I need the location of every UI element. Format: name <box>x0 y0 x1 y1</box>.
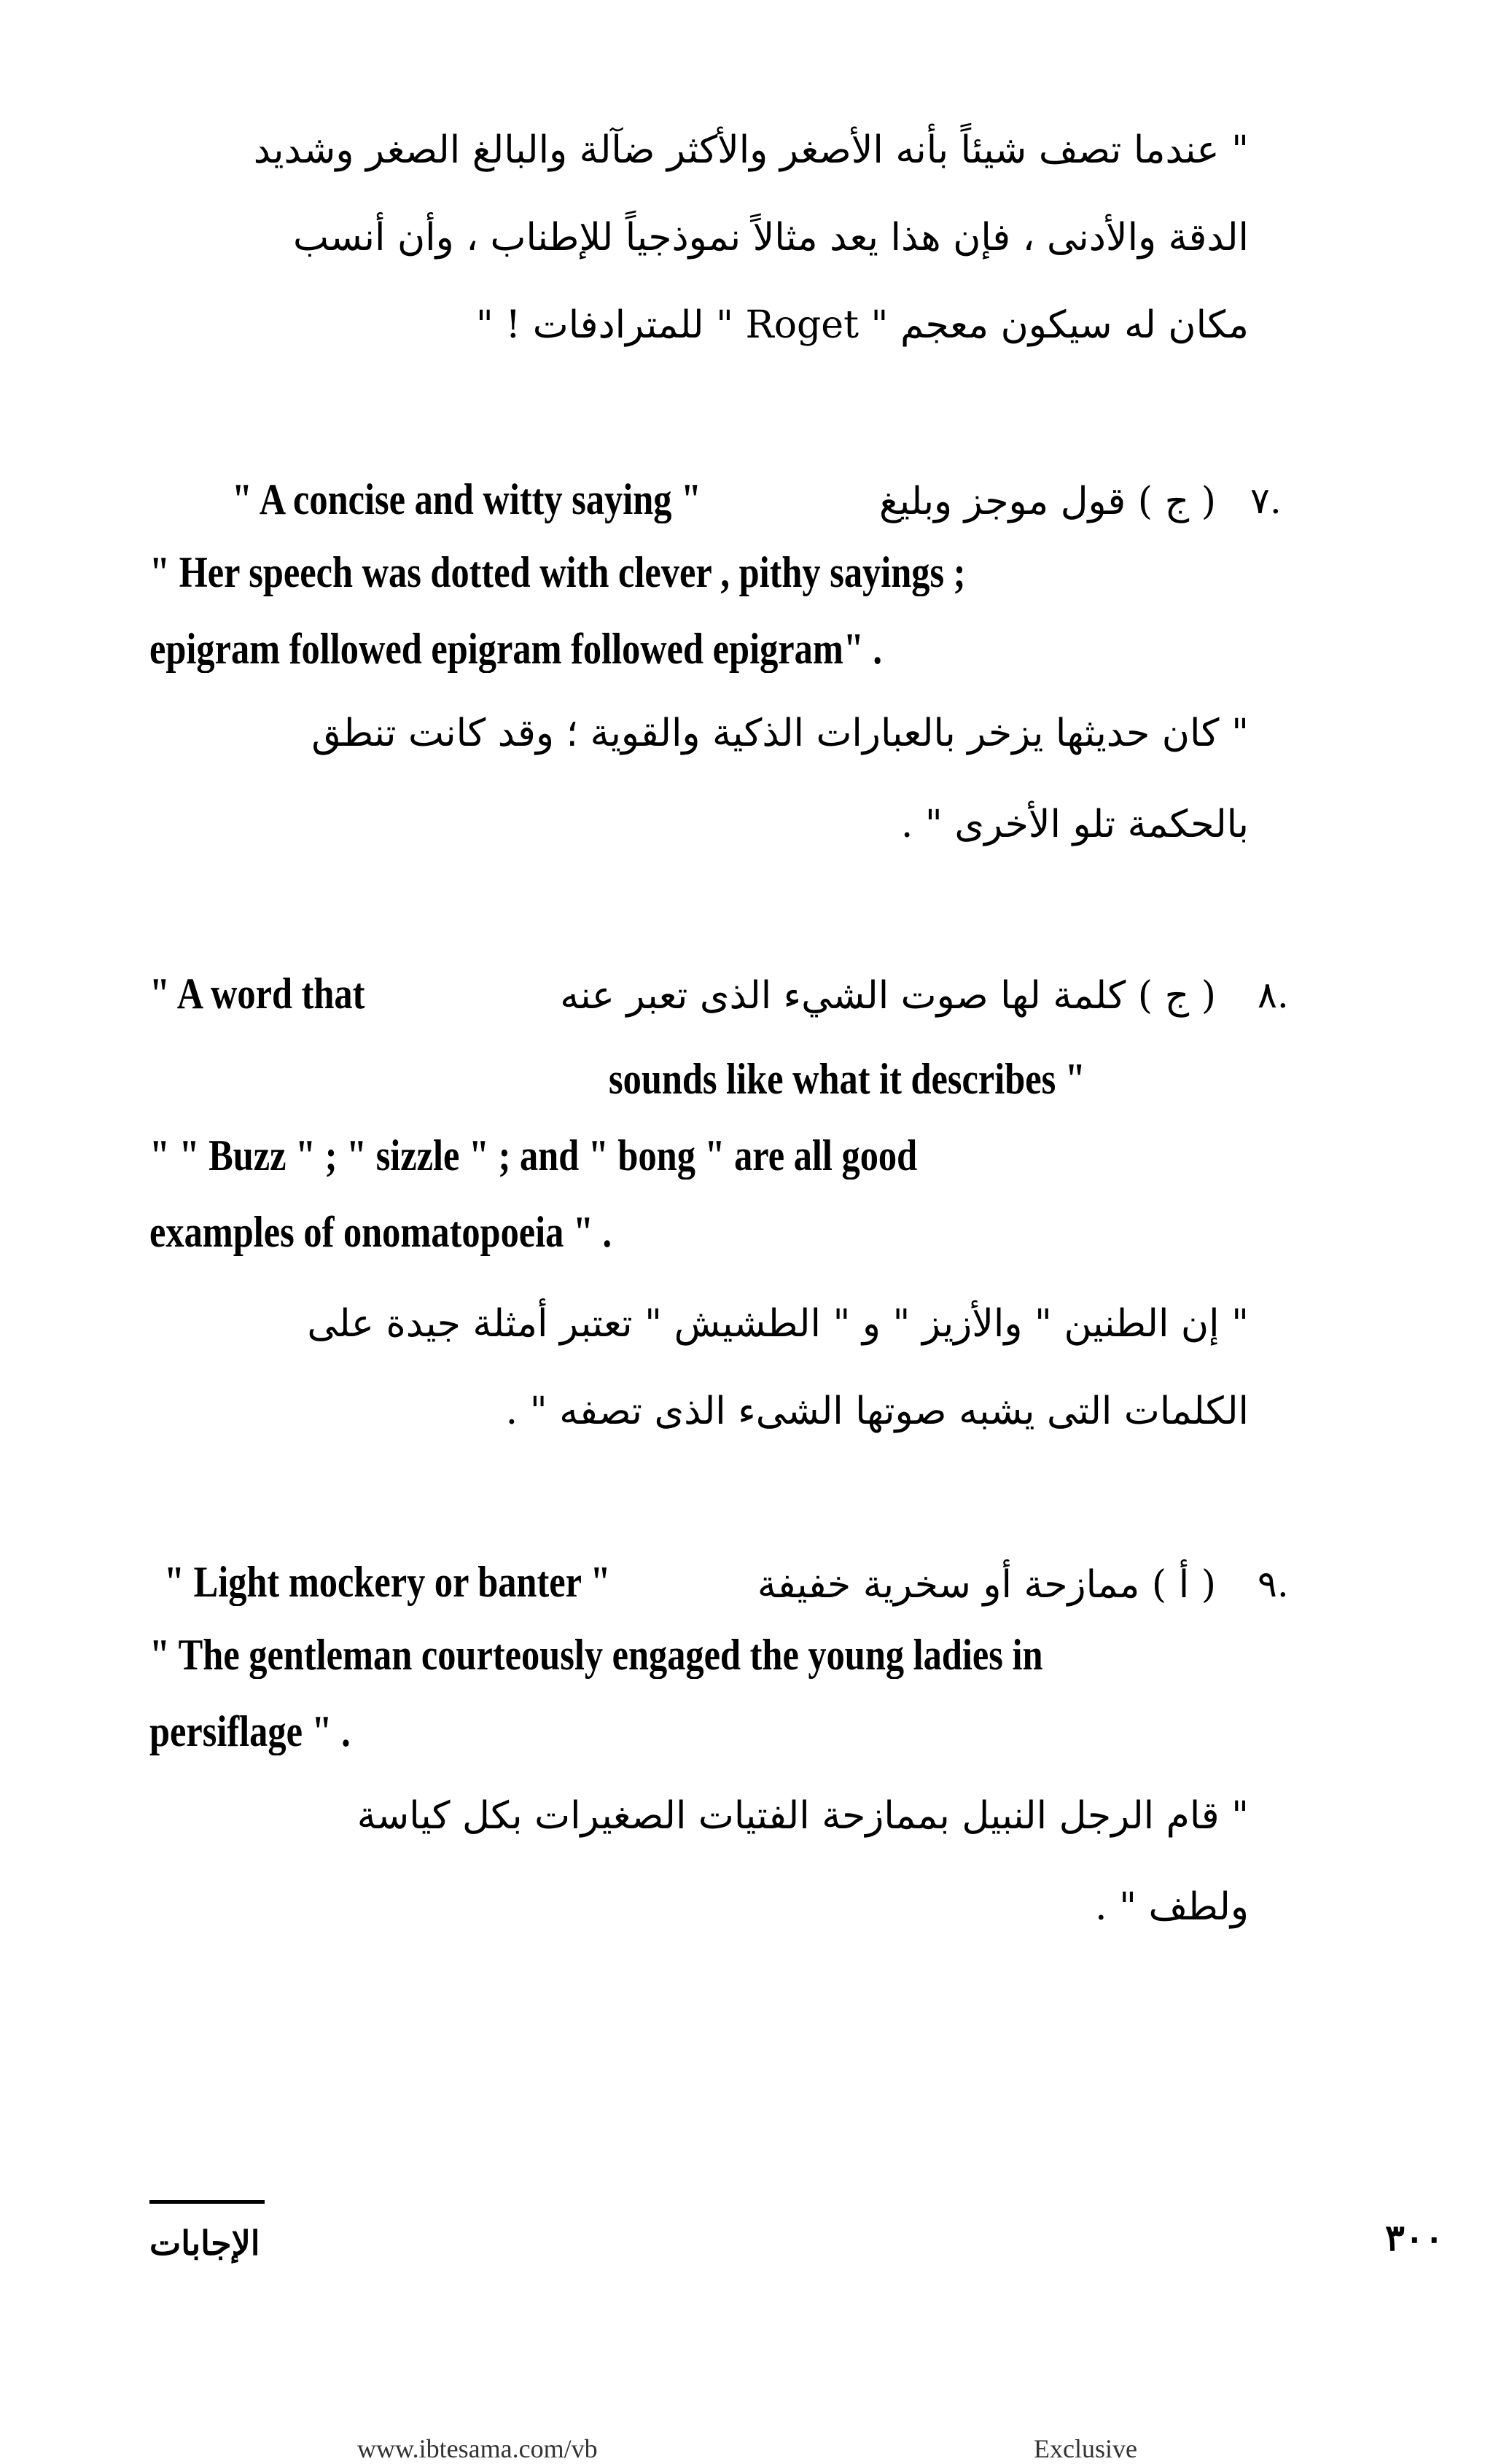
translation-line-1: " إن الطنين " والأزيز " و " الطشيش " تعتبر أمثلة جيدة على <box>307 1302 1249 1346</box>
translation-line-1: " قام الرجل النبيل بممازحة الفتيات الصغيرات بكل كياسة <box>356 1794 1249 1838</box>
example-line-1: " " Buzz " ; " sizzle " ; and " bong " are all good <box>149 1131 918 1180</box>
intro-line-1: " عندما تصف شيئاً بأنه الأصغر والأكثر ضآلة والبالغ الصغر وشديد <box>253 128 1249 172</box>
example-line-2: epigram followed epigram followed epigram" . <box>149 625 883 673</box>
item-number: ٨. <box>1258 974 1289 1016</box>
item-number: ٩. <box>1258 1563 1289 1605</box>
item-definition-part-2: sounds like what it describes " <box>609 1055 1085 1103</box>
page-number: ٣٠٠ <box>1385 2216 1444 2259</box>
item-number: ٧. <box>1250 480 1282 522</box>
website-watermark: www.ibtesama.com/vb <box>357 2434 598 2463</box>
item-choice: ( ج ) قول موجز وبليغ <box>878 480 1216 523</box>
example-line-1: " Her speech was dotted with clever , pithy sayings ; <box>149 548 966 596</box>
example-line-1: " The gentleman courteously engaged the young ladies in <box>149 1631 1043 1679</box>
intro-line-3: مكان له سيكون معجم " Roget " للمترادفات ! " <box>475 303 1249 347</box>
intro-line-2: الدقة والأدنى ، فإن هذا يعد مثالاً نموذجياً للإطناب ، وأن أنسب <box>293 216 1249 260</box>
item-definition: " A concise and witty saying " <box>232 475 702 523</box>
example-line-2: persiflage " . <box>149 1707 351 1755</box>
item-definition-part-1: " A word that <box>149 970 365 1018</box>
footer-rule <box>149 2200 265 2204</box>
translation-line-2: ولطف " . <box>1095 1885 1249 1929</box>
example-line-2: examples of onomatopoeia " . <box>149 1208 612 1256</box>
item-definition: " Light mockery or banter " <box>164 1558 611 1606</box>
item-choice: ( ج ) كلمة لها صوت الشيء الذى تعبر عنه <box>560 974 1216 1018</box>
translation-line-2: الكلمات التى يشبه صوتها الشىء الذى تصفه " . <box>505 1389 1249 1433</box>
translation-line-1: " كان حديثها يزخر بالعبارات الذكية والقوية ؛ وقد كانت تنطق <box>311 711 1249 755</box>
exclusive-watermark: Exclusive <box>1034 2434 1137 2463</box>
section-title: الإجابات <box>149 2223 260 2263</box>
translation-line-2: بالحكمة تلو الأخرى " . <box>900 803 1249 846</box>
item-choice: ( أ ) ممازحة أو سخرية خفيفة <box>757 1563 1216 1607</box>
